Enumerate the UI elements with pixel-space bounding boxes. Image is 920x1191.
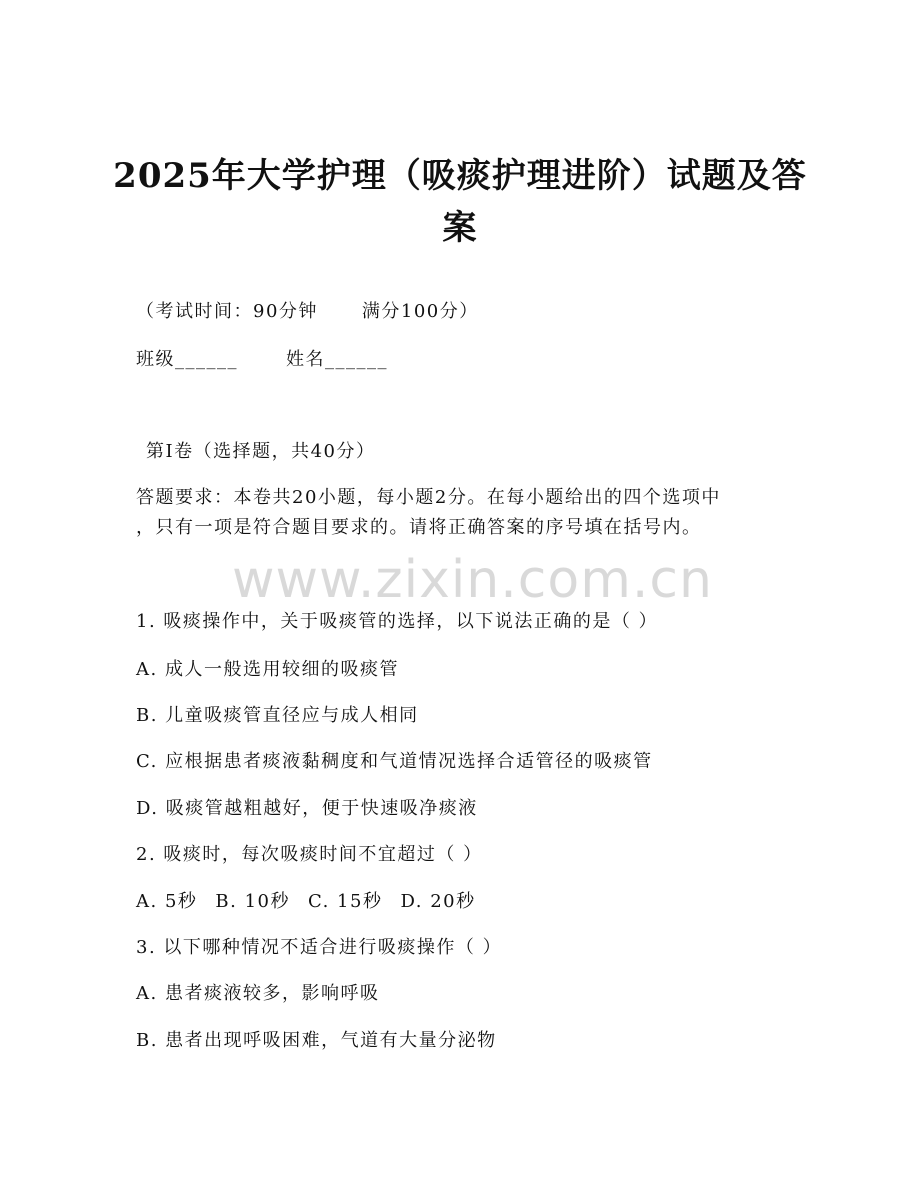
requirement-line-1: 答题要求：本卷共20小题，每小题2分。在每小题给出的四个选项中 [136, 487, 721, 508]
section-title: 第I卷（选择题，共40分） [146, 441, 376, 462]
question-1-stem: 1. 吸痰操作中，关于吸痰管的选择，以下说法正确的是（ ） [136, 611, 659, 632]
question-3-stem: 3. 以下哪种情况不适合进行吸痰操作（ ） [136, 937, 503, 958]
name-field: 姓名______ [286, 349, 388, 370]
question-1-option-d: D. 吸痰管越粗越好，便于快速吸净痰液 [136, 798, 478, 819]
question-3-option-a: A. 患者痰液较多，影响呼吸 [136, 983, 380, 1004]
exam-info [136, 298, 479, 326]
question-1-option-c: C. 应根据患者痰液黏稠度和气道情况选择合适管径的吸痰管 [136, 751, 653, 772]
question-2-options [136, 888, 476, 916]
student-info [136, 346, 388, 374]
title-line-1: 2025年大学护理（吸痰护理进阶）试题及答 [113, 156, 807, 196]
watermark: www.zixin.com.cn [232, 550, 713, 610]
title-line-2: 案 [442, 208, 478, 248]
question-2-option-a: A. 5秒 [136, 891, 198, 912]
question-2-stem: 2. 吸痰时，每次吸痰时间不宜超过（ ） [136, 844, 483, 865]
question-3-option-b: B. 患者出现呼吸困难，气道有大量分泌物 [136, 1030, 497, 1051]
question-2-option-c: C. 15秒 [307, 891, 383, 912]
question-2-option-b: B. 10秒 [215, 891, 290, 912]
exam-score: 满分100分） [361, 301, 479, 322]
exam-time: （考试时间：90分钟 [136, 301, 318, 322]
document-title [100, 150, 820, 254]
class-field: 班级______ [136, 349, 238, 370]
question-1-option-b: B. 儿童吸痰管直径应与成人相同 [136, 705, 419, 726]
question-1-option-a: A. 成人一般选用较细的吸痰管 [136, 659, 399, 680]
requirement-line-2: ，只有一项是符合题目要求的。请将正确答案的序号填在括号内。 [136, 517, 702, 538]
question-2-option-d: D. 20秒 [400, 891, 476, 912]
